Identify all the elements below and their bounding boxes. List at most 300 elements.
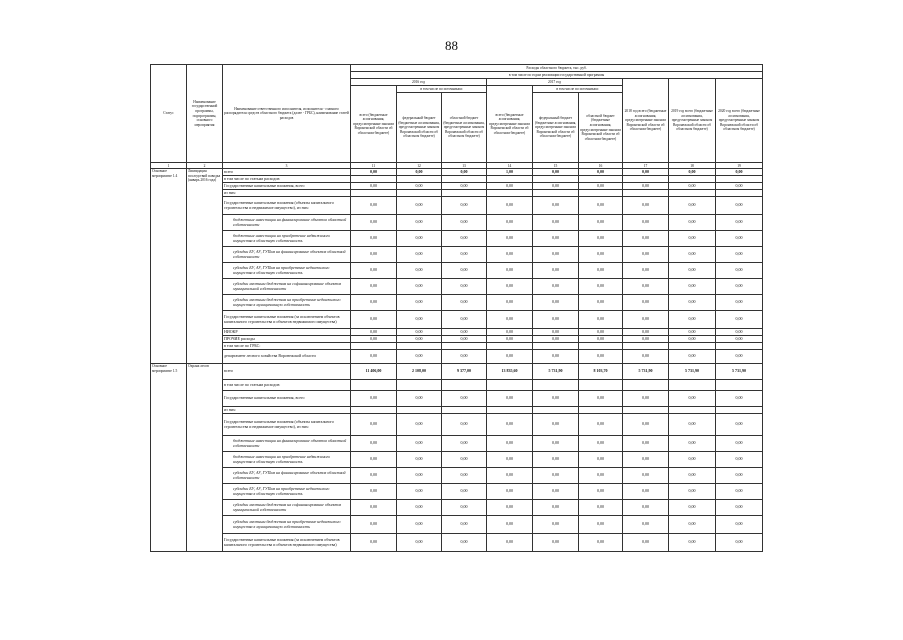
value-cell: 0,00 <box>442 311 487 329</box>
value-cell: 0,00 <box>623 336 669 343</box>
value-cell: 0,00 <box>487 336 533 343</box>
table-row <box>151 169 763 176</box>
value-cell: 5 731,90 <box>716 364 763 380</box>
value-cell: 0,00 <box>716 350 763 364</box>
value-cell: 0,00 <box>351 247 397 263</box>
value-cell: 0,00 <box>487 231 533 247</box>
value-cell: 0,00 <box>623 183 669 190</box>
table-row <box>151 197 763 215</box>
value-cell: 0,00 <box>533 247 579 263</box>
value-cell: 0,00 <box>442 452 487 468</box>
row-label: субсидии БУ, АУ, ГУПам на приобретение недвижимого имущества в областную собственность <box>223 484 351 500</box>
value-cell: 0,00 <box>533 516 579 534</box>
value-cell: 0,00 <box>623 329 669 336</box>
value-cell: 0,00 <box>716 197 763 215</box>
value-cell: 0,00 <box>351 516 397 534</box>
value-cell: 0,00 <box>533 169 579 176</box>
block-1-body <box>151 169 763 364</box>
value-cell <box>579 380 623 391</box>
value-cell: 0,00 <box>579 350 623 364</box>
value-cell: 0,00 <box>533 295 579 311</box>
value-cell: 0,00 <box>716 329 763 336</box>
value-cell <box>442 343 487 350</box>
value-cell: 0,00 <box>716 169 763 176</box>
value-cell: 0,00 <box>623 534 669 552</box>
value-cell: 0,00 <box>623 231 669 247</box>
value-cell: 0,00 <box>716 215 763 231</box>
value-cell: 0,00 <box>623 500 669 516</box>
value-cell: 0,00 <box>397 183 442 190</box>
value-cell <box>623 190 669 197</box>
value-cell: 0,00 <box>397 295 442 311</box>
value-cell: 0,00 <box>533 452 579 468</box>
value-cell: 0,00 <box>669 350 716 364</box>
row-status-cell: Основное мероприятие 1.4 <box>151 169 187 364</box>
value-cell: 0,00 <box>716 534 763 552</box>
value-cell: 0,00 <box>487 391 533 407</box>
value-cell: 0,00 <box>533 436 579 452</box>
value-cell: 0,00 <box>623 247 669 263</box>
value-cell <box>716 176 763 183</box>
header-year-2019: 2019 год всего (бюджетные ассигнования, предусмотренные законом Воронежской области об областном бюджете) <box>669 79 716 163</box>
value-cell <box>669 176 716 183</box>
value-cell <box>397 176 442 183</box>
value-cell: 0,00 <box>351 169 397 176</box>
value-cell: 5 731,90 <box>669 364 716 380</box>
row-label: бюджетные инвестиции на приобретение недвижимого имущества в областную собственность <box>223 452 351 468</box>
value-cell: 0,00 <box>669 391 716 407</box>
table-row <box>151 364 763 380</box>
value-cell: 0,00 <box>669 215 716 231</box>
table-row <box>151 484 763 500</box>
value-cell: 0,00 <box>442 329 487 336</box>
table-row <box>151 190 763 197</box>
value-cell <box>579 343 623 350</box>
value-cell: 8 103,70 <box>579 364 623 380</box>
value-cell: 0,00 <box>397 279 442 295</box>
value-cell: 0,00 <box>579 534 623 552</box>
value-cell: 0,00 <box>669 263 716 279</box>
table-row <box>151 350 763 364</box>
value-cell: 0,00 <box>533 391 579 407</box>
value-cell: 0,00 <box>487 197 533 215</box>
value-cell: 0,00 <box>351 452 397 468</box>
header-program-name: Наименование государственной программы, подпрограммы, основного мероприятия <box>187 65 223 163</box>
value-cell: 0,00 <box>351 336 397 343</box>
value-cell: 0,00 <box>351 484 397 500</box>
header-year-2017: 2017 год <box>487 79 623 86</box>
table-row <box>151 452 763 468</box>
value-cell: 0,00 <box>716 391 763 407</box>
column-index-cell: 14 <box>487 163 533 169</box>
row-label: бюджетные инвестиции на финансирование объектов областной собственности <box>223 436 351 452</box>
value-cell: 0,00 <box>579 391 623 407</box>
value-cell <box>533 176 579 183</box>
value-cell: 0,00 <box>669 336 716 343</box>
value-cell: 0,00 <box>669 500 716 516</box>
row-label: Государственные капитальные вложения (за исключением объектов капитального строительства и объектов недвижимого имущества) <box>223 311 351 329</box>
value-cell: 0,00 <box>716 500 763 516</box>
page-number: 88 <box>445 38 458 53</box>
value-cell: 0,00 <box>442 295 487 311</box>
column-index-cell: 18 <box>669 163 716 169</box>
value-cell: 0,00 <box>442 263 487 279</box>
value-cell: 0,00 <box>533 350 579 364</box>
value-cell: 0,00 <box>669 279 716 295</box>
value-cell <box>579 176 623 183</box>
budget-table <box>150 64 763 552</box>
row-label: в том числе по статьям расходов: <box>223 176 351 183</box>
table-row <box>151 534 763 552</box>
value-cell <box>442 380 487 391</box>
value-cell <box>623 176 669 183</box>
value-cell: 0,00 <box>442 197 487 215</box>
value-cell <box>533 380 579 391</box>
value-cell <box>351 176 397 183</box>
value-cell: 0,00 <box>442 414 487 436</box>
value-cell: 0,00 <box>579 215 623 231</box>
row-status-cell: Основное мероприятие 1.5 <box>151 364 187 552</box>
value-cell: 0,00 <box>669 311 716 329</box>
value-cell: 0,00 <box>716 231 763 247</box>
value-cell: 0,00 <box>579 484 623 500</box>
header-2016-incl-sources: в том числе по источникам: <box>397 86 487 93</box>
value-cell: 0,00 <box>716 436 763 452</box>
value-cell <box>351 407 397 414</box>
value-cell <box>623 343 669 350</box>
value-cell: 0,00 <box>487 311 533 329</box>
value-cell: 0,00 <box>487 534 533 552</box>
value-cell: 0,00 <box>579 279 623 295</box>
value-cell <box>487 380 533 391</box>
value-cell: 0,00 <box>623 350 669 364</box>
value-cell: 0,00 <box>669 183 716 190</box>
header-2017-federal: федеральный бюджет (бюджетные ассигнования, предусмотренные законом Воронежской области об областном бюджете) <box>533 93 579 163</box>
value-cell: 0,00 <box>669 452 716 468</box>
value-cell <box>442 407 487 414</box>
value-cell <box>487 190 533 197</box>
value-cell: 0,00 <box>487 279 533 295</box>
value-cell <box>397 407 442 414</box>
value-cell <box>442 176 487 183</box>
header-year-2020: 2020 год всего (бюджетные ассигнования, предусмотренные законом Воронежской области об областном бюджете) <box>716 79 763 163</box>
value-cell: 0,00 <box>533 484 579 500</box>
value-cell: 0,00 <box>487 468 533 484</box>
table-row <box>151 183 763 190</box>
value-cell: 0,00 <box>487 215 533 231</box>
value-cell <box>351 190 397 197</box>
value-cell: 0,00 <box>487 263 533 279</box>
row-label: субсидии местным бюджетам на софинансирование объектов муниципальной собственности <box>223 279 351 295</box>
value-cell: 0,00 <box>351 534 397 552</box>
value-cell: 0,00 <box>487 436 533 452</box>
value-cell: 0,00 <box>716 468 763 484</box>
value-cell: 0,00 <box>397 329 442 336</box>
value-cell <box>716 407 763 414</box>
row-label: субсидии местным бюджетам на приобретение недвижимого имущества в муниципальную собственность <box>223 516 351 534</box>
value-cell: 0,00 <box>442 516 487 534</box>
value-cell: 0,00 <box>533 329 579 336</box>
column-index-cell: 3 <box>223 163 351 169</box>
row-label: бюджетные инвестиции на приобретение недвижимого имущества в областную собственность <box>223 231 351 247</box>
value-cell: 9 377,00 <box>442 364 487 380</box>
value-cell: 0,00 <box>351 436 397 452</box>
value-cell: 0,00 <box>351 215 397 231</box>
value-cell: 0,00 <box>716 183 763 190</box>
value-cell: 0,00 <box>579 311 623 329</box>
value-cell: 0,00 <box>716 295 763 311</box>
value-cell: 0,00 <box>442 169 487 176</box>
value-cell: 0,00 <box>397 484 442 500</box>
value-cell: 0,00 <box>533 534 579 552</box>
value-cell: 0,00 <box>351 500 397 516</box>
table-row <box>151 215 763 231</box>
value-cell: 0,00 <box>669 436 716 452</box>
value-cell: 0,00 <box>351 183 397 190</box>
row-label: из них: <box>223 190 351 197</box>
table-row <box>151 468 763 484</box>
header-2017-total: всего (бюджетные ассигнования, предусмотренные законом Воронежской области об областном бюджете) <box>487 86 533 163</box>
column-index-cell: 19 <box>716 163 763 169</box>
value-cell: 0,00 <box>669 231 716 247</box>
value-cell: 0,00 <box>623 484 669 500</box>
value-cell: 0,00 <box>533 311 579 329</box>
value-cell: 1,00 <box>487 169 533 176</box>
row-label: субсидии местным бюджетам на приобретение недвижимого имущества в муниципальную собственность <box>223 295 351 311</box>
value-cell: 0,00 <box>623 197 669 215</box>
value-cell: 0,00 <box>623 279 669 295</box>
value-cell: 0,00 <box>716 484 763 500</box>
value-cell: 0,00 <box>351 231 397 247</box>
value-cell: 0,00 <box>533 183 579 190</box>
value-cell: 0,00 <box>442 500 487 516</box>
row-label: Государственные капитальные вложения (за исключением объектов капитального строительства и объектов недвижимого имущества) <box>223 534 351 552</box>
block-2-body <box>151 364 763 552</box>
value-cell: 0,00 <box>487 484 533 500</box>
value-cell: 0,00 <box>716 279 763 295</box>
value-cell: 0,00 <box>397 500 442 516</box>
header-2016-federal: федеральный бюджет (бюджетные ассигнования, предусмотренные законом Воронежской области об областном бюджете) <box>397 93 442 163</box>
value-cell: 0,00 <box>351 295 397 311</box>
table-row <box>151 311 763 329</box>
value-cell: 0,00 <box>579 329 623 336</box>
value-cell: 0,00 <box>397 336 442 343</box>
table-row <box>151 231 763 247</box>
value-cell: 0,00 <box>442 534 487 552</box>
value-cell: 0,00 <box>623 295 669 311</box>
value-cell: 0,00 <box>623 215 669 231</box>
value-cell <box>487 343 533 350</box>
value-cell: 0,00 <box>669 468 716 484</box>
row-label: в том числе по ГРБС: <box>223 343 351 350</box>
value-cell <box>533 407 579 414</box>
row-label: субсидии БУ, АУ, ГУПам на финансирование объектов областной собственности <box>223 468 351 484</box>
value-cell: 0,00 <box>716 414 763 436</box>
value-cell: 0,00 <box>579 516 623 534</box>
value-cell: 0,00 <box>716 247 763 263</box>
value-cell: 0,00 <box>397 534 442 552</box>
value-cell: 0,00 <box>442 468 487 484</box>
row-label: НИОКР <box>223 329 351 336</box>
value-cell: 0,00 <box>669 169 716 176</box>
value-cell: 0,00 <box>487 183 533 190</box>
row-label: из них: <box>223 407 351 414</box>
value-cell: 0,00 <box>533 336 579 343</box>
value-cell: 0,00 <box>442 336 487 343</box>
value-cell: 2 108,00 <box>397 364 442 380</box>
value-cell: 0,00 <box>487 295 533 311</box>
value-cell: 0,00 <box>487 516 533 534</box>
value-cell <box>669 190 716 197</box>
table-row <box>151 516 763 534</box>
value-cell: 0,00 <box>351 263 397 279</box>
row-label: всего <box>223 364 351 380</box>
value-cell: 0,00 <box>442 350 487 364</box>
value-cell: 0,00 <box>579 436 623 452</box>
value-cell: 0,00 <box>351 279 397 295</box>
value-cell: 0,00 <box>669 516 716 534</box>
value-cell: 0,00 <box>716 311 763 329</box>
row-label: в том числе по статьям расходов: <box>223 380 351 391</box>
table-row <box>151 407 763 414</box>
column-index-cell: 2 <box>187 163 223 169</box>
value-cell <box>442 190 487 197</box>
row-label: Государственные капитальные вложения (объекты капитального строительства и недвижимое имущество), из них: <box>223 414 351 436</box>
value-cell: 0,00 <box>487 247 533 263</box>
value-cell: 0,00 <box>351 350 397 364</box>
table-row <box>151 247 763 263</box>
value-cell: 0,00 <box>579 452 623 468</box>
value-cell: 0,00 <box>397 197 442 215</box>
value-cell: 0,00 <box>579 295 623 311</box>
value-cell: 0,00 <box>397 311 442 329</box>
value-cell <box>487 407 533 414</box>
value-cell: 0,00 <box>351 329 397 336</box>
value-cell <box>579 407 623 414</box>
value-cell: 0,00 <box>351 197 397 215</box>
row-label: ПРОЧИЕ расходы <box>223 336 351 343</box>
value-cell <box>716 190 763 197</box>
value-cell: 0,00 <box>579 197 623 215</box>
value-cell: 0,00 <box>579 336 623 343</box>
value-cell: 0,00 <box>351 414 397 436</box>
value-cell: 0,00 <box>623 468 669 484</box>
value-cell: 0,00 <box>397 263 442 279</box>
table-row <box>151 436 763 452</box>
value-cell: 0,00 <box>533 231 579 247</box>
value-cell: 0,00 <box>442 436 487 452</box>
value-cell: 0,00 <box>487 329 533 336</box>
value-cell: 0,00 <box>623 436 669 452</box>
value-cell: 0,00 <box>716 263 763 279</box>
value-cell <box>623 407 669 414</box>
value-cell: 0,00 <box>623 169 669 176</box>
value-cell: 0,00 <box>716 516 763 534</box>
value-cell: 0,00 <box>533 500 579 516</box>
value-cell: 0,00 <box>669 329 716 336</box>
header-2017-incl-sources: в том числе по источникам: <box>533 86 623 93</box>
value-cell <box>397 190 442 197</box>
table-row <box>151 380 763 391</box>
table-row <box>151 263 763 279</box>
value-cell: 0,00 <box>442 247 487 263</box>
table-row <box>151 414 763 436</box>
value-cell: 0,00 <box>397 391 442 407</box>
value-cell: 0,00 <box>351 311 397 329</box>
header-year-2016: 2016 год <box>351 79 487 86</box>
value-cell: 0,00 <box>669 247 716 263</box>
value-cell <box>487 176 533 183</box>
row-label: субсидии БУ, АУ, ГУПам на финансирование объектов областной собственности <box>223 247 351 263</box>
value-cell: 0,00 <box>716 452 763 468</box>
value-cell <box>351 343 397 350</box>
header-2016-regional: областной бюджет (бюджетные ассигнования, предусмотренные законом Воронежской области об областном бюджете) <box>442 93 487 163</box>
value-cell <box>533 343 579 350</box>
value-cell: 0,00 <box>579 468 623 484</box>
value-cell <box>669 343 716 350</box>
value-cell: 0,00 <box>442 484 487 500</box>
row-label: Государственные капитальные вложения, всего <box>223 391 351 407</box>
table-row <box>151 279 763 295</box>
column-index-cell: 11 <box>351 163 397 169</box>
value-cell <box>351 380 397 391</box>
header-2017-regional: областной бюджет (бюджетные ассигнования, предусмотренные законом Воронежской области об областном бюджете) <box>579 93 623 163</box>
table-row <box>151 500 763 516</box>
value-cell: 0,00 <box>533 279 579 295</box>
row-program-cell: Ликвидация последствий паводка (январь 2016 года) <box>187 169 223 364</box>
value-cell: 5 731,90 <box>623 364 669 380</box>
value-cell: 0,00 <box>397 516 442 534</box>
value-cell: 0,00 <box>442 183 487 190</box>
value-cell: 0,00 <box>579 247 623 263</box>
table-row <box>151 329 763 336</box>
value-cell: 13 835,60 <box>487 364 533 380</box>
value-cell: 0,00 <box>669 414 716 436</box>
value-cell: 0,00 <box>397 350 442 364</box>
value-cell: 0,00 <box>533 215 579 231</box>
header-executor: Наименование ответственного исполнителя, исполнителя - главного распорядителя средств областного бюджета (далее - ГРБС), наименование статей расходов <box>223 65 351 163</box>
value-cell: 0,00 <box>669 484 716 500</box>
row-label: бюджетные инвестиции на финансирование объектов областной собственности <box>223 215 351 231</box>
value-cell <box>716 380 763 391</box>
value-cell: 0,00 <box>623 263 669 279</box>
header-expenses-title: Расходы областного бюджета, тыс. руб. <box>351 65 763 72</box>
column-index-cell: 1 <box>151 163 187 169</box>
value-cell: 0,00 <box>579 414 623 436</box>
value-cell: 0,00 <box>397 468 442 484</box>
value-cell: 0,00 <box>397 436 442 452</box>
value-cell <box>669 407 716 414</box>
row-label: субсидии БУ, АУ, ГУПам на приобретение недвижимого имущества в областную собственность <box>223 263 351 279</box>
value-cell: 0,00 <box>533 468 579 484</box>
header-year-2018: 2018 год всего (бюджетные ассигнования, предусмотренные законом Воронежской области об областном бюджете) <box>623 79 669 163</box>
value-cell: 0,00 <box>351 468 397 484</box>
column-index-cell: 16 <box>579 163 623 169</box>
column-index-cell: 12 <box>397 163 442 169</box>
row-label: Государственные капитальные вложения (объекты капитального строительства и недвижимое имущество), из них: <box>223 197 351 215</box>
row-label: всего <box>223 169 351 176</box>
value-cell: 0,00 <box>623 391 669 407</box>
column-index-cell: 13 <box>442 163 487 169</box>
row-label: департамент лесного хозяйства Воронежской области <box>223 350 351 364</box>
row-program-cell: Охрана лесов <box>187 364 223 552</box>
table-row <box>151 343 763 350</box>
value-cell: 0,00 <box>623 516 669 534</box>
value-cell: 0,00 <box>442 215 487 231</box>
value-cell: 0,00 <box>669 197 716 215</box>
column-index-cell: 17 <box>623 163 669 169</box>
value-cell: 0,00 <box>623 311 669 329</box>
